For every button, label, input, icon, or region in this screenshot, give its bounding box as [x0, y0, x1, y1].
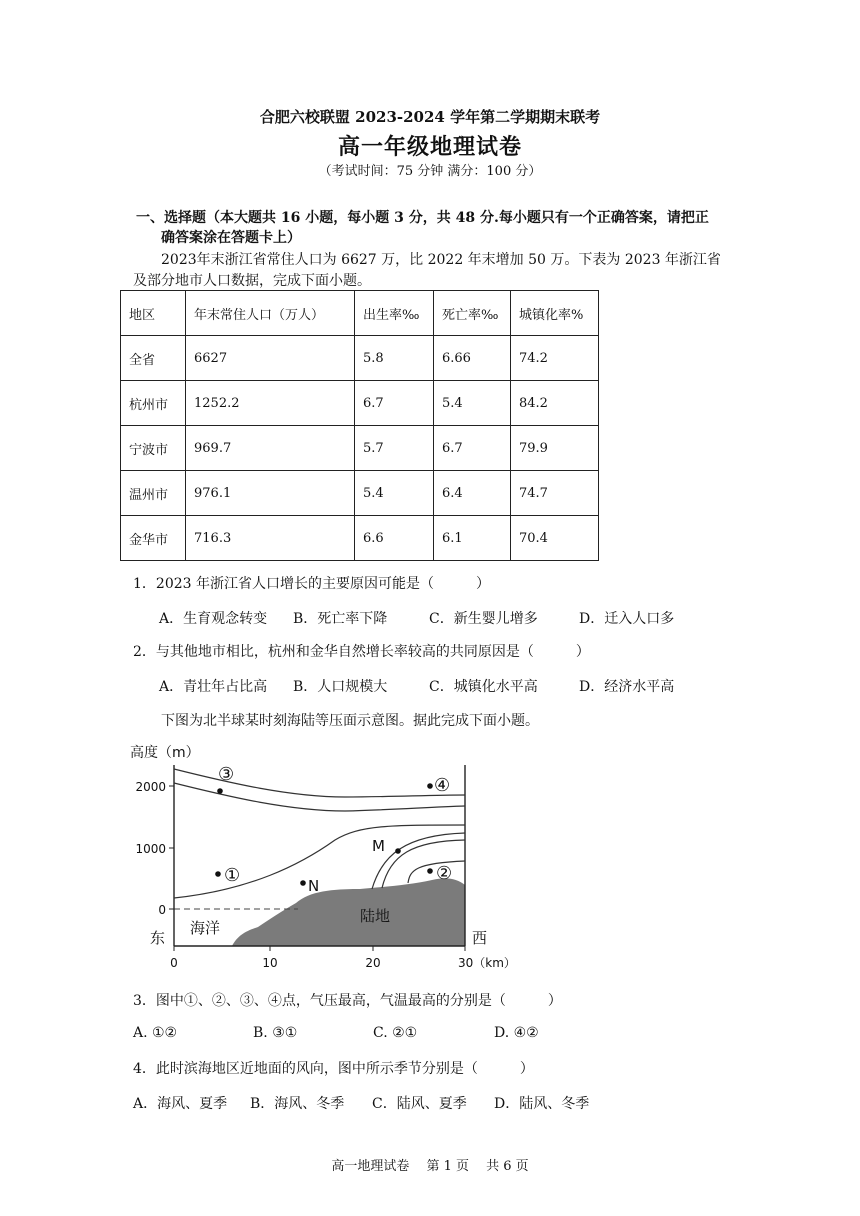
- question-4-stem: 4．此时滨海地区近地面的风向，图中所示季节分别是（ ）: [133, 1061, 534, 1077]
- table-header-cell: 地区: [121, 291, 186, 336]
- question-2-option-a[interactable]: A．青壮年占比高: [159, 679, 268, 695]
- table-cell: 976.1: [186, 471, 355, 516]
- question-2-option-d[interactable]: D．经济水平高: [579, 679, 675, 695]
- table-header-row: [121, 291, 599, 336]
- question-4-option-a[interactable]: A．海风、夏季: [133, 1096, 228, 1112]
- isobar-diagram: [120, 735, 540, 975]
- x-tick-label: 10: [262, 956, 278, 970]
- page-footer: 高一地理试卷 第 1 页 共 6 页: [331, 1159, 529, 1174]
- figure-intro: 下图为北半球某时刻海陆等压面示意图。据此完成下面小题。: [161, 713, 539, 729]
- table-cell: 716.3: [186, 516, 355, 561]
- question-2-option-c[interactable]: C．城镇化水平高: [429, 679, 538, 695]
- table-header-cell: 出生率‰: [355, 291, 434, 336]
- question-2-stem: 2．与其他地市相比，杭州和金华自然增长率较高的共同原因是（ ）: [133, 644, 590, 660]
- point-N-label: N: [308, 877, 320, 895]
- table-cell: 70.4: [511, 516, 599, 561]
- table-row: [121, 381, 599, 426]
- question-4-option-b[interactable]: B．海风、冬季: [250, 1096, 345, 1112]
- exam-info: （考试时间：75 分钟 满分：100 分）: [318, 164, 542, 179]
- exam-header-line1: 合肥六校联盟 2023-2024 学年第二学期期末联考: [259, 108, 601, 126]
- point-M-label: M: [372, 837, 385, 855]
- land-mass: [232, 878, 465, 946]
- question-3-option-d[interactable]: D. ④②: [494, 1025, 539, 1041]
- section-heading-line2: 确答案涂在答题卡上）: [161, 230, 301, 246]
- question-3-option-a[interactable]: A. ①②: [133, 1025, 178, 1041]
- table-header-cell: 死亡率‰: [434, 291, 511, 336]
- y-tick-label: 0: [158, 903, 166, 917]
- table-cell: 5.7: [355, 426, 434, 471]
- x-tick-label: 20: [365, 956, 381, 970]
- question-4-option-c[interactable]: C．陆风、夏季: [372, 1096, 467, 1112]
- table-cell: 1252.2: [186, 381, 355, 426]
- table-cell: 宁波市: [121, 426, 186, 471]
- land-label: 陆地: [360, 907, 391, 925]
- question-3-stem: 3．图中①、②、③、④点，气压最高，气温最高的分别是（ ）: [133, 993, 562, 1009]
- table-cell: 6.4: [434, 471, 511, 516]
- point-N-dot: [300, 880, 306, 886]
- x-tick-label: 30（km）: [458, 956, 516, 970]
- question-1-option-b[interactable]: B．死亡率下降: [293, 611, 388, 627]
- west-label: 西: [472, 929, 488, 947]
- question-3-option-c[interactable]: C. ②①: [373, 1025, 418, 1041]
- table-cell: 6.7: [434, 426, 511, 471]
- table-cell: 全省: [121, 336, 186, 381]
- question-1-stem: 1．2023 年浙江省人口增长的主要原因可能是（ ）: [133, 576, 490, 592]
- question-2-option-b[interactable]: B．人口规模大: [293, 679, 388, 695]
- table-cell: 5.4: [355, 471, 434, 516]
- point-2-dot: [427, 868, 433, 874]
- table-cell: 84.2: [511, 381, 599, 426]
- table-cell: 6.6: [355, 516, 434, 561]
- point-1-label: ①: [224, 865, 241, 886]
- point-3-dot: [217, 788, 223, 794]
- table-cell: 5.8: [355, 336, 434, 381]
- table-row: [121, 516, 599, 561]
- table-cell: 金华市: [121, 516, 186, 561]
- y-tick-label: 2000: [135, 780, 166, 794]
- point-1-dot: [215, 871, 221, 877]
- intro-line1: 2023年末浙江省常住人口为 6627 万，比 2022 年末增加 50 万。下表为 2023 年浙江省: [161, 252, 721, 268]
- y-tick-label: 1000: [135, 842, 166, 856]
- table-cell: 6.1: [434, 516, 511, 561]
- east-label: 东: [150, 929, 166, 947]
- sea-label: 海洋: [190, 919, 221, 937]
- table-row: [121, 471, 599, 516]
- point-M-dot: [395, 848, 401, 854]
- table-cell: 969.7: [186, 426, 355, 471]
- table-row: [121, 426, 599, 471]
- y-axis-label: 高度（m）: [130, 745, 200, 761]
- question-1-option-c[interactable]: C．新生婴儿增多: [429, 611, 538, 627]
- table-cell: 79.9: [511, 426, 599, 471]
- x-tick-label: 0: [170, 956, 178, 970]
- point-3-label: ③: [218, 764, 235, 785]
- point-4-dot: [427, 783, 433, 789]
- table-cell: 杭州市: [121, 381, 186, 426]
- table-row: [121, 336, 599, 381]
- table-cell: 74.7: [511, 471, 599, 516]
- exam-title: 高一年级地理试卷: [337, 134, 522, 160]
- table-cell: 74.2: [511, 336, 599, 381]
- point-4-label: ④: [434, 775, 451, 796]
- question-3-option-b[interactable]: B. ③①: [253, 1025, 298, 1041]
- table-header-cell: 年末常住人口（万人）: [186, 291, 355, 336]
- section-heading-line1: 一、选择题（本大题共 16 小题，每小题 3 分，共 48 分.每小题只有一个正确答案，请把正: [136, 210, 709, 226]
- table-cell: 温州市: [121, 471, 186, 516]
- point-2-label: ②: [436, 863, 453, 884]
- question-1-option-d[interactable]: D．迁入人口多: [579, 611, 675, 627]
- table-cell: 6.66: [434, 336, 511, 381]
- population-table: [120, 290, 599, 561]
- question-4-option-d[interactable]: D．陆风、冬季: [494, 1096, 590, 1112]
- table-header-cell: 城镇化率%: [511, 291, 599, 336]
- table-cell: 6.7: [355, 381, 434, 426]
- table-cell: 6627: [186, 336, 355, 381]
- table-cell: 5.4: [434, 381, 511, 426]
- upper-isobar-2: [174, 783, 465, 811]
- question-1-option-a[interactable]: A．生育观念转变: [159, 611, 268, 627]
- intro-line2: 及部分地市人口数据，完成下面小题。: [133, 273, 371, 289]
